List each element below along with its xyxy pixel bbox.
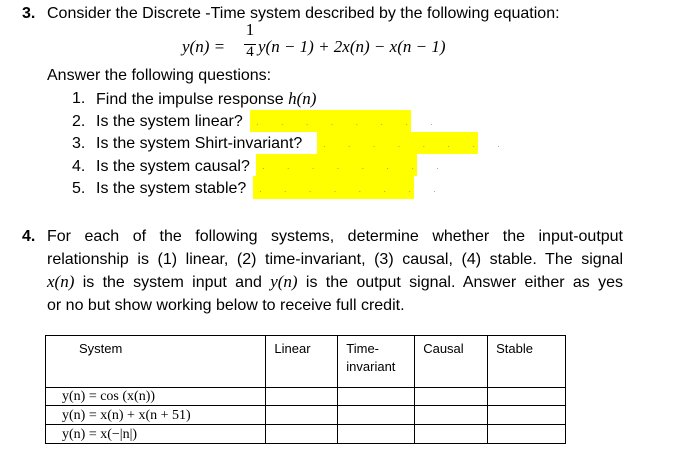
system-3-formula: y(n) = x(−|n|) <box>62 427 138 442</box>
stable-answer-cell[interactable] <box>488 406 566 425</box>
q3-answer-prompt: Answer the following questions: <box>47 67 272 84</box>
table-row <box>46 406 566 425</box>
q3-item-2-number: 2. <box>72 113 86 130</box>
header-system <box>46 336 266 388</box>
system-cell <box>46 425 266 444</box>
q3-equation-numerator: 1 <box>245 20 255 39</box>
table-row <box>46 425 566 444</box>
header-stable-label: Stable <box>496 341 533 356</box>
header-system-label: System <box>79 341 123 356</box>
stable-answer-cell[interactable] <box>488 388 566 406</box>
q3-number: 3. <box>22 5 36 22</box>
stable-answer-cell[interactable] <box>488 425 566 444</box>
q3-item-4-text: Is the system causal? <box>96 158 250 175</box>
q4-paragraph <box>47 226 623 317</box>
causal-answer-cell[interactable] <box>415 388 488 406</box>
table-header-row <box>46 336 566 388</box>
header-causal <box>415 336 488 388</box>
q4-number: 4. <box>22 228 36 245</box>
q3-equation-denominator: 4 <box>246 44 254 60</box>
q3-item-5-number: 5. <box>72 180 86 197</box>
q3-item-3-number: 3. <box>72 135 86 152</box>
q3-item-1-math: h(n) <box>288 89 317 108</box>
table-row <box>46 388 566 406</box>
header-linear <box>266 336 338 388</box>
header-time-invariant-label: Time- invariant <box>346 341 396 374</box>
q4-line-3-part-2: is the output signal. Answer either as yes <box>297 274 624 291</box>
q4-line-2: relationship is (1) linear, (2) time-invariant, (3) causal, (4) stable. The signal <box>47 250 623 268</box>
header-causal-label: Causal <box>423 341 464 356</box>
time-invariant-answer-cell[interactable] <box>338 406 415 425</box>
linear-answer-cell[interactable] <box>266 406 338 425</box>
q3-item-5-text: Is the system stable? <box>96 180 247 197</box>
linear-answer-cell[interactable] <box>266 425 338 444</box>
q3-item-2-text: Is the system linear? <box>96 113 243 130</box>
q3-item-4-number: 4. <box>72 158 86 175</box>
highlight-dots-4: · · · · · · · · <box>262 164 449 173</box>
causal-answer-cell[interactable] <box>415 406 488 425</box>
highlight-dots-3: · · · · · · · · <box>323 142 510 151</box>
q3-intro: Consider the Discrete -Time system described by the following equation: <box>47 5 560 22</box>
system-2-formula: y(n) = x(n) + x(n + 51) <box>62 408 191 423</box>
time-invariant-answer-cell[interactable] <box>338 388 415 406</box>
q4-line-3 <box>47 271 623 295</box>
highlight-dots-5: · · · · · · · · <box>259 187 446 196</box>
q3-item-1-prefix: Find the impulse response <box>96 91 289 108</box>
q4-line-1: For each of the following systems, determine whether the input-output <box>47 228 623 245</box>
system-cell <box>46 388 266 406</box>
highlight-dots-2: · · · · · · · · <box>256 120 443 129</box>
systems-table <box>45 335 566 444</box>
q3-item-3-text: Is the system Shirt-invariant? <box>96 135 303 152</box>
linear-answer-cell[interactable] <box>266 388 338 406</box>
q4-line-3-part-1: is the system input and <box>74 274 271 291</box>
q3-item-1-text <box>96 89 316 110</box>
q4-line-4: or no but show working below to receive full credit. <box>47 296 405 314</box>
q3-equation-lhs: y(n) = <box>182 37 226 56</box>
q4-math-x: x(n) <box>47 272 75 291</box>
q3-item-1-number: 1. <box>72 90 86 107</box>
system-cell <box>46 406 266 425</box>
header-linear-label: Linear <box>274 341 311 356</box>
header-stable <box>488 336 566 388</box>
system-1-formula: y(n) = cos (x(n)) <box>62 389 156 404</box>
header-time-invariant <box>338 336 415 388</box>
q4-math-y: y(n) <box>270 272 298 291</box>
causal-answer-cell[interactable] <box>415 425 488 444</box>
time-invariant-answer-cell[interactable] <box>338 425 415 444</box>
q3-equation-rhs: y(n − 1) + 2x(n) − x(n − 1) <box>258 37 446 56</box>
